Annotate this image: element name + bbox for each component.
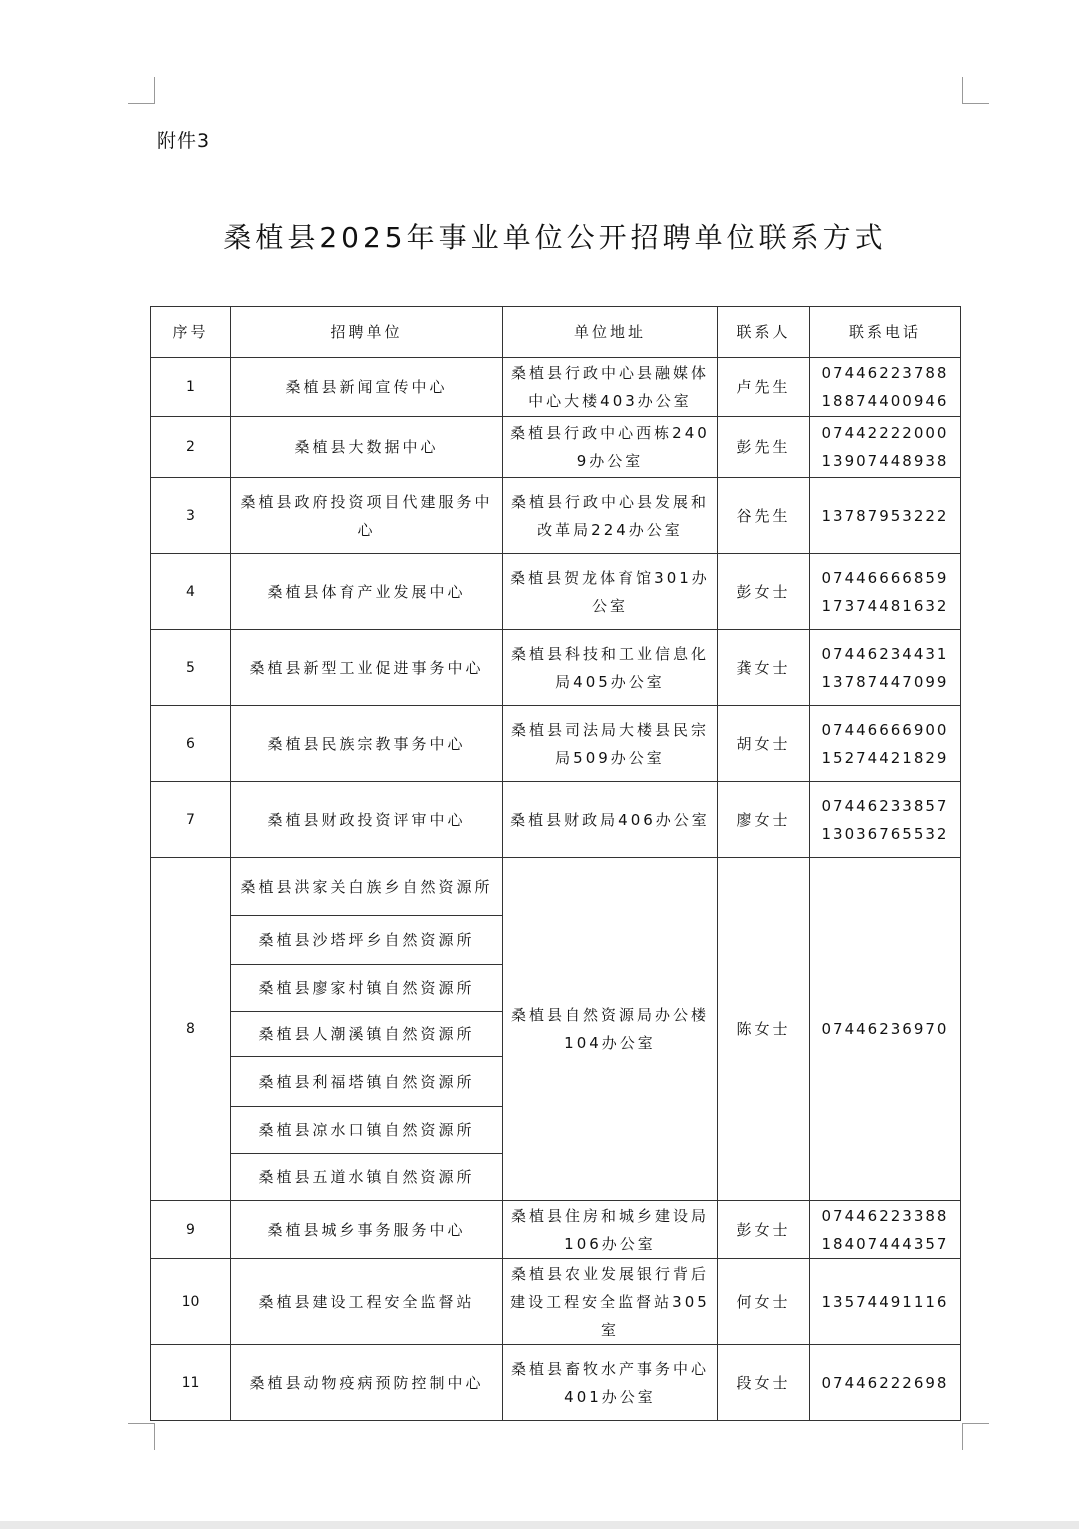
unit-cell: 桑植县财政投资评审中心: [231, 782, 503, 858]
contact-table: [150, 306, 961, 1421]
address-cell: 桑植县自然资源局办公楼104办公室: [503, 858, 718, 1201]
contact-cell: 彭女士: [718, 1201, 810, 1259]
address-cell: 桑植县贺龙体育馆301办公室: [503, 554, 718, 630]
crop-mark-top-right: [962, 77, 989, 104]
crop-mark-bottom-right: [962, 1423, 989, 1450]
phone-number: 07446233857: [821, 796, 949, 815]
seq-cell: 9: [151, 1201, 231, 1259]
viewer-bottom-bar: [0, 1521, 1079, 1529]
phone-number: 15274421829: [821, 748, 949, 767]
address-cell: 桑植县财政局406办公室: [503, 782, 718, 858]
header-contact: 联系人: [718, 307, 810, 358]
table-row: [151, 706, 961, 782]
unit-cell: 桑植县城乡事务服务中心: [231, 1201, 503, 1259]
address-cell: 桑植县住房和城乡建设局106办公室: [503, 1201, 718, 1259]
phone-cell: [810, 417, 961, 478]
attachment-label: 附件3: [157, 130, 211, 152]
phone-cell: [810, 1201, 961, 1259]
phone-number: 13907448938: [821, 452, 949, 470]
phone-number: 13036765532: [821, 824, 949, 843]
unit-cell: 桑植县廖家村镇自然资源所: [231, 965, 503, 1012]
seq-cell: 4: [151, 554, 231, 630]
phone-number: 07442222000: [821, 424, 949, 442]
phone-number: 13787953222: [821, 506, 949, 525]
address-cell: 桑植县司法局大楼县民宗局509办公室: [503, 706, 718, 782]
phone-number: 18407444357: [821, 1234, 949, 1253]
contact-cell: 廖女士: [718, 782, 810, 858]
table-row: [151, 858, 961, 916]
phone-number: 13787447099: [821, 672, 949, 691]
unit-cell: 桑植县人潮溪镇自然资源所: [231, 1012, 503, 1057]
phone-cell: [810, 554, 961, 630]
header-address: 单位地址: [503, 307, 718, 358]
table-header-row: [151, 307, 961, 358]
unit-cell: 桑植县凉水口镇自然资源所: [231, 1107, 503, 1154]
phone-number: 07446223788: [821, 364, 949, 382]
header-phone: 联系电话: [810, 307, 961, 358]
seq-cell: 8: [151, 858, 231, 1201]
contact-cell: 段女士: [718, 1345, 810, 1421]
phone-cell: [810, 358, 961, 417]
seq-cell: 7: [151, 782, 231, 858]
table-row: [151, 417, 961, 478]
unit-cell: 桑植县利福塔镇自然资源所: [231, 1057, 503, 1107]
unit-cell: 桑植县建设工程安全监督站: [231, 1259, 503, 1345]
phone-number: 13574491116: [821, 1292, 949, 1311]
table-row: [151, 1259, 961, 1345]
seq-cell: 3: [151, 478, 231, 554]
contact-cell: 彭女士: [718, 554, 810, 630]
phone-cell: [810, 478, 961, 554]
seq-cell: 2: [151, 417, 231, 478]
table-row: [151, 554, 961, 630]
table-row: [151, 358, 961, 417]
header-unit: 招聘单位: [231, 307, 503, 358]
phone-number: 07446234431: [821, 644, 949, 663]
address-cell: 桑植县农业发展银行背后建设工程安全监督站305室: [503, 1259, 718, 1345]
contact-cell: 彭先生: [718, 417, 810, 478]
unit-cell: 桑植县体育产业发展中心: [231, 554, 503, 630]
table-row: [151, 478, 961, 554]
seq-cell: 11: [151, 1345, 231, 1421]
seq-cell: 5: [151, 630, 231, 706]
crop-mark-top-left: [128, 77, 155, 104]
phone-number: 17374481632: [821, 596, 949, 615]
crop-mark-bottom-left: [128, 1423, 155, 1450]
table-row: [151, 782, 961, 858]
address-cell: 桑植县科技和工业信息化局405办公室: [503, 630, 718, 706]
seq-cell: 10: [151, 1259, 231, 1345]
contact-cell: 陈女士: [718, 858, 810, 1201]
phone-number: 07446666900: [821, 720, 949, 739]
phone-cell: [810, 1259, 961, 1345]
seq-cell: 1: [151, 358, 231, 417]
contact-cell: 何女士: [718, 1259, 810, 1345]
address-cell: 桑植县行政中心县融媒体中心大楼403办公室: [503, 358, 718, 417]
unit-cell: 桑植县政府投资项目代建服务中心: [231, 478, 503, 554]
contact-cell: 谷先生: [718, 478, 810, 554]
phone-number: 18874400946: [821, 392, 949, 410]
table-row: [151, 630, 961, 706]
seq-cell: 6: [151, 706, 231, 782]
phone-number: 07446222698: [821, 1373, 949, 1392]
page-title: 桑植县2025年事业单位公开招聘单位联系方式: [223, 221, 887, 254]
unit-cell: 桑植县民族宗教事务中心: [231, 706, 503, 782]
address-cell: 桑植县行政中心西栋2409办公室: [503, 417, 718, 478]
phone-cell: [810, 1345, 961, 1421]
phone-cell: [810, 706, 961, 782]
unit-cell: 桑植县大数据中心: [231, 417, 503, 478]
table-row: [151, 1201, 961, 1259]
contact-cell: 龚女士: [718, 630, 810, 706]
unit-cell: 桑植县沙塔坪乡自然资源所: [231, 916, 503, 965]
contact-cell: 卢先生: [718, 358, 810, 417]
phone-cell: [810, 782, 961, 858]
unit-cell: 桑植县新型工业促进事务中心: [231, 630, 503, 706]
unit-cell: 桑植县动物疫病预防控制中心: [231, 1345, 503, 1421]
unit-cell: 桑植县洪家关白族乡自然资源所: [231, 858, 503, 916]
address-cell: 桑植县行政中心县发展和改革局224办公室: [503, 478, 718, 554]
header-seq: 序号: [151, 307, 231, 358]
table-row: [151, 1345, 961, 1421]
address-cell: 桑植县畜牧水产事务中心401办公室: [503, 1345, 718, 1421]
phone-cell: [810, 630, 961, 706]
contact-cell: 胡女士: [718, 706, 810, 782]
phone-number: 07446223388: [821, 1206, 949, 1225]
phone-cell: 07446236970: [810, 858, 961, 1201]
unit-cell: 桑植县五道水镇自然资源所: [231, 1154, 503, 1201]
unit-cell: 桑植县新闻宣传中心: [231, 358, 503, 417]
phone-number: 07446666859: [821, 568, 949, 587]
